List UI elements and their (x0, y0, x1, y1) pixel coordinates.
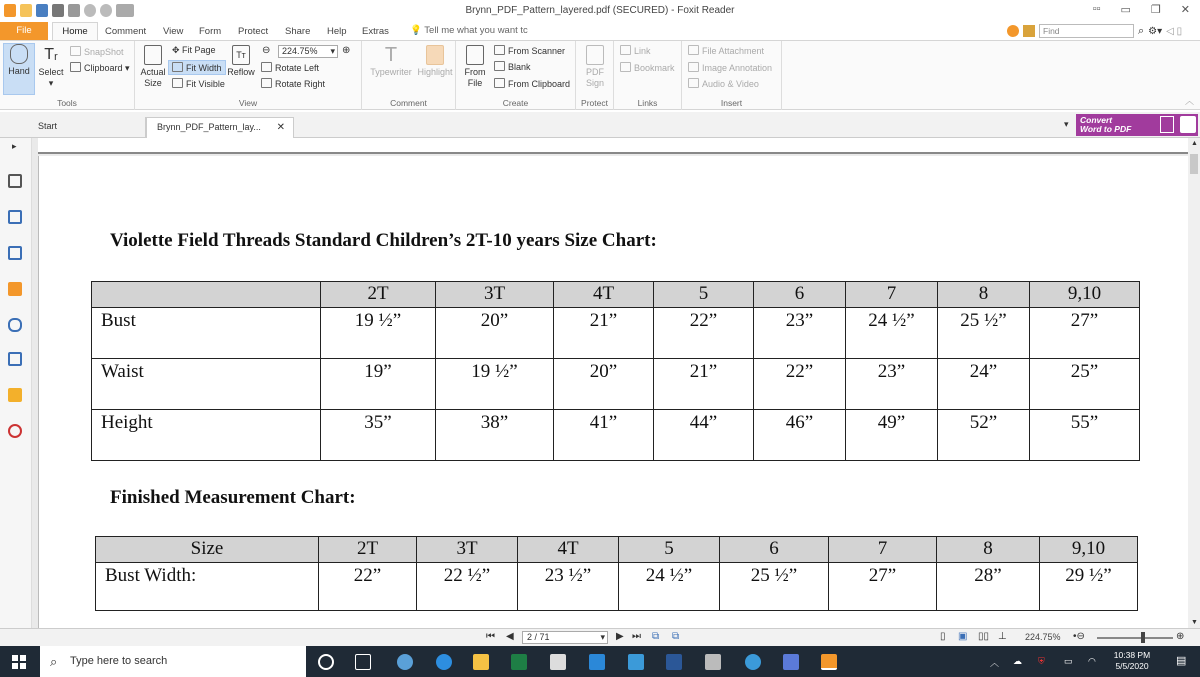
typewriter-button[interactable] (366, 45, 416, 78)
clock-time: 10:38 PM (1113, 650, 1151, 660)
measurement-cell: 22 ½” (417, 563, 518, 611)
hand-icon (10, 44, 28, 64)
links-group-label: Links (637, 98, 658, 108)
minimize-button[interactable]: ▭ (1120, 4, 1131, 16)
finished-chart-header-row (96, 537, 1138, 563)
pdf-sign-button[interactable] (579, 45, 611, 89)
settings-icon[interactable]: ⚙▾ (1148, 25, 1163, 37)
size-chart-row (92, 308, 1140, 359)
highlight-icon (426, 45, 444, 65)
find-area (1007, 24, 1182, 38)
signature-panel-icon[interactable] (8, 352, 22, 366)
measurement-cell: 21” (654, 359, 754, 410)
convert-word-to-pdf-banner[interactable] (1076, 114, 1198, 136)
tab-help[interactable]: Help (327, 26, 347, 37)
scroll-up-icon[interactable]: ▲ (1191, 140, 1198, 147)
status-bar (0, 628, 1200, 646)
row-label: Bust (92, 308, 321, 359)
task-view-icon[interactable] (355, 654, 371, 670)
wifi-icon[interactable]: ◠ (1088, 656, 1096, 666)
select-text-icon: Tᵣ (44, 46, 58, 63)
zoom-select[interactable] (278, 45, 338, 58)
attachment-icon (688, 45, 699, 55)
measurement-cell: 23” (846, 359, 938, 410)
next-view-icon[interactable]: ⧉ (672, 631, 680, 642)
column-header: 3T (417, 537, 518, 563)
rotate-right-label: Rotate Right (275, 79, 326, 89)
tell-me-text: Tell me what you want tc (424, 25, 528, 36)
actual-size-label-2: Size (144, 78, 162, 88)
rotate-left-icon (261, 62, 272, 72)
measurement-cell: 23” (754, 308, 846, 359)
size-chart-row (92, 359, 1140, 410)
image-icon (688, 62, 699, 72)
scanner-icon (494, 45, 505, 55)
rotate-right-button[interactable] (261, 78, 325, 89)
tab-view[interactable]: View (163, 26, 184, 37)
scrollbar-thumb[interactable] (1190, 154, 1198, 174)
page-dropdown-icon: ▾ (600, 632, 605, 642)
word-icon[interactable] (666, 654, 682, 670)
measurement-cell: 23 ½” (518, 563, 619, 611)
insert-group (682, 41, 782, 110)
select-dropdown-icon[interactable]: ▾ (48, 78, 54, 88)
comment-group (362, 41, 456, 110)
fit-visible-icon (172, 78, 183, 88)
view-group (135, 41, 362, 110)
pdf-sign-label-2: Sign (585, 78, 604, 88)
hand-tool-button[interactable] (3, 43, 35, 95)
measurement-cell: 19 ½” (436, 359, 554, 410)
vertical-scrollbar[interactable] (1188, 138, 1200, 628)
measurement-cell: 19 ½” (321, 308, 436, 359)
tools-group-label: Tools (57, 98, 77, 108)
clock-date: 5/5/2020 (1115, 661, 1149, 671)
rotate-right-icon (261, 78, 272, 88)
snapshot-button[interactable] (70, 46, 124, 57)
zoom-value: 224.75% (282, 46, 318, 56)
convert-label: Convert (1080, 115, 1113, 125)
bookmarks-icon[interactable] (8, 210, 22, 224)
column-header: 4T (518, 537, 619, 563)
select-tool-button[interactable] (37, 45, 65, 89)
create-group (456, 41, 576, 110)
last-page-icon[interactable]: ⏭ (632, 631, 641, 642)
row-label: Height (92, 410, 321, 461)
size-chart-header-row (92, 282, 1140, 308)
fit-width-icon (172, 62, 183, 72)
protect-group-label: Protect (581, 98, 608, 108)
fit-width-button[interactable] (168, 60, 226, 75)
accessibility-icon[interactable] (8, 424, 22, 438)
cortana-icon[interactable] (318, 654, 334, 670)
column-header: 5 (619, 537, 720, 563)
measurement-cell: 25 ½” (938, 308, 1030, 359)
image-annotation-label: Image Annotation (702, 63, 773, 73)
measurement-cell: 27” (829, 563, 937, 611)
edge-icon[interactable] (436, 654, 452, 670)
size-chart-row (92, 410, 1140, 461)
column-header: 2T (321, 282, 436, 308)
zoom-out-button-icon[interactable]: •⊖ (1073, 631, 1085, 642)
fit-visible-button[interactable] (172, 78, 225, 89)
taskbar-search-icon: ⌕ (50, 654, 58, 669)
bookmark-icon (620, 62, 631, 72)
blank-button[interactable] (494, 61, 531, 72)
tab-share[interactable]: Share (285, 26, 311, 37)
title-bar (0, 0, 1200, 22)
column-header: 4T (554, 282, 654, 308)
finished-chart-row (96, 563, 1138, 611)
column-header: 9,10 (1040, 537, 1138, 563)
snapshot-label: SnapShot (84, 47, 124, 57)
fit-visible-label: Fit Visible (186, 79, 225, 89)
hand-label: Hand (8, 66, 30, 76)
measurement-cell: 24 ½” (846, 308, 938, 359)
fit-page-label: Fit Page (182, 45, 216, 55)
size-corner-cell: Size (96, 537, 319, 563)
mail-icon[interactable] (628, 654, 644, 670)
measurement-cell: 55” (1030, 410, 1140, 461)
zoom-dropdown-icon: ▾ (330, 46, 335, 56)
measurement-cell: 20” (554, 359, 654, 410)
measurement-cell: 29 ½” (1040, 563, 1138, 611)
measurement-cell: 35” (321, 410, 436, 461)
reflow-button[interactable] (227, 45, 255, 78)
zoom-percentage: 224.75% (1025, 632, 1061, 642)
smiley-icon[interactable] (1007, 25, 1019, 37)
lightbulb-icon: 💡 (410, 25, 425, 36)
reflow-label: Reflow (227, 67, 255, 77)
previous-view-icon[interactable]: ⧉ (652, 631, 660, 642)
taskbar-clock[interactable] (1108, 650, 1156, 672)
view-group-label: View (238, 98, 258, 108)
create-group-label: Create (502, 98, 529, 108)
close-tab-icon[interactable]: ✕ (276, 122, 285, 133)
fit-page-button[interactable] (172, 45, 216, 56)
links-group (614, 41, 682, 110)
single-page-icon[interactable]: ▯ (940, 631, 946, 642)
navigation-panel (0, 138, 32, 628)
foxit-taskbar-icon[interactable] (821, 654, 837, 670)
finished-chart-heading: Finished Measurement Chart: (110, 487, 356, 508)
window-controls (1093, 3, 1190, 16)
windows-taskbar (0, 646, 1200, 677)
column-header: 2T (319, 537, 417, 563)
tab-home[interactable]: Home (52, 22, 98, 40)
comment-group-label: Comment (390, 98, 427, 108)
layers-icon[interactable] (8, 246, 22, 260)
tab-extras[interactable]: Extras (362, 26, 389, 37)
pdf-sign-label: PDF (586, 67, 604, 77)
from-clipboard-button[interactable] (494, 78, 570, 89)
file-explorer-icon[interactable] (473, 654, 489, 670)
document-tabs (0, 112, 1200, 138)
measurement-cell: 27” (1030, 308, 1140, 359)
foxit-logo-icon (1180, 116, 1196, 133)
measurement-cell: 41” (554, 410, 654, 461)
insert-group-label: Insert (720, 98, 743, 108)
convert-label-2: Word to PDF (1080, 124, 1132, 134)
link-button[interactable] (620, 45, 651, 56)
measurement-cell: 20” (436, 308, 554, 359)
from-scanner-button[interactable] (494, 45, 565, 56)
zoom-out-icon[interactable]: ⊖ (262, 45, 271, 56)
blank-page-icon (494, 61, 505, 71)
zoom-slider[interactable] (1097, 637, 1173, 639)
from-scanner-label: From Scanner (508, 46, 566, 56)
first-page-icon[interactable]: ⏮ (486, 631, 495, 642)
collapse-ribbon-icon[interactable]: ︿ (1184, 96, 1194, 106)
onedrive-icon[interactable]: ☁ (1013, 656, 1022, 666)
pen-icon (586, 45, 604, 65)
app-icon[interactable] (550, 654, 566, 670)
column-header: 7 (829, 537, 937, 563)
row-label: Waist (92, 359, 321, 410)
audio-video-button[interactable] (688, 78, 759, 89)
measurement-cell: 44” (654, 410, 754, 461)
protect-group (576, 41, 614, 110)
actual-size-icon (144, 45, 162, 65)
calculator-icon[interactable] (705, 654, 721, 670)
document-view[interactable] (32, 138, 1188, 628)
tab-start[interactable]: Start (28, 117, 146, 138)
tab-protect[interactable]: Protect (238, 26, 269, 37)
measurement-cell: 25 ½” (720, 563, 829, 611)
tell-me-search[interactable] (410, 25, 528, 36)
rotate-left-label: Rotate Left (275, 63, 320, 73)
link-icon (620, 45, 631, 55)
measurement-cell: 22” (754, 359, 846, 410)
from-file-button[interactable] (460, 45, 490, 89)
finished-chart-table (95, 536, 1138, 611)
measurement-cell: 49” (846, 410, 938, 461)
file-icon (466, 45, 484, 65)
find-input[interactable]: Find (1039, 24, 1134, 38)
previous-page-icon[interactable]: ◀ (506, 631, 514, 642)
skype-icon[interactable] (745, 654, 761, 670)
page-thumbnails-icon[interactable] (8, 174, 22, 188)
camera-icon (70, 46, 81, 56)
from-file-label-2: File (467, 78, 483, 88)
measurement-cell: 21” (554, 308, 654, 359)
excel-icon[interactable] (511, 654, 527, 670)
fit-page-icon: ✥ (172, 45, 183, 55)
measurement-cell: 22” (319, 563, 417, 611)
measurement-cell: 24 ½” (619, 563, 720, 611)
blank-label: Blank (508, 62, 531, 72)
tab-document-label: Brynn_PDF_Pattern_lay... (157, 122, 261, 132)
column-header: 6 (720, 537, 829, 563)
highlight-label: Highlight (417, 67, 453, 77)
zoom-in-button-icon[interactable]: ⊕ (1176, 631, 1185, 642)
measurement-cell: 22” (654, 308, 754, 359)
measurement-cell: 28” (937, 563, 1040, 611)
security-lock-icon[interactable] (8, 388, 22, 402)
continuous-page-icon[interactable]: ▣ (958, 631, 968, 642)
bookmark-label: Bookmark (634, 63, 675, 73)
audio-video-label: Audio & Video (702, 79, 759, 89)
column-header: 3T (436, 282, 554, 308)
windows-start-icon[interactable] (12, 655, 26, 669)
convert-doc-icon (1160, 116, 1174, 133)
show-hidden-icons-icon[interactable]: ︿ (990, 658, 1000, 668)
bookmark-button[interactable] (620, 62, 675, 73)
antivirus-icon[interactable]: ⛨ (1038, 656, 1045, 666)
measurement-cell: 52” (938, 410, 1030, 461)
video-icon (688, 78, 699, 88)
column-header: 8 (938, 282, 1030, 308)
tab-form[interactable]: Form (199, 26, 222, 37)
previous-page-bottom (38, 138, 1188, 154)
size-chart-heading: Violette Field Threads Standard Children’s 2T-10 years Size Chart: (110, 230, 657, 251)
continuous-facing-icon[interactable]: ⊥ (998, 631, 1007, 642)
rotate-left-button[interactable] (261, 62, 319, 73)
file-attachment-button[interactable] (688, 45, 764, 56)
battery-icon[interactable]: ▭ (1064, 656, 1073, 666)
measurement-cell: 19” (321, 359, 436, 410)
reflow-icon: Tт (232, 45, 250, 65)
size-chart-table (91, 281, 1140, 461)
attachments-icon[interactable] (8, 318, 22, 332)
find-options-icon[interactable] (1023, 25, 1035, 37)
measurement-cell: 24” (938, 359, 1030, 410)
tools-group (0, 41, 135, 110)
search-icon[interactable]: ⌕ (1138, 24, 1145, 37)
notifications-icon[interactable]: ▤ (1176, 655, 1187, 667)
column-header: 7 (846, 282, 938, 308)
m-app-icon[interactable] (783, 654, 799, 670)
from-clipboard-label: From Clipboard (508, 79, 571, 89)
column-header: 8 (937, 537, 1040, 563)
measurement-cell: 38” (436, 410, 554, 461)
size-chart-corner-cell (92, 282, 321, 308)
from-file-label: From (464, 67, 486, 77)
typewriter-label: Typewriter (370, 67, 412, 77)
facing-page-icon[interactable]: ▯▯ (978, 631, 990, 642)
fit-width-label: Fit Width (186, 63, 222, 73)
clipboard-icon (70, 62, 81, 72)
window-title: Brynn_PDF_Pattern_layered.pdf (SECURED) - Foxit Reader (465, 5, 735, 16)
typewriter-icon: T (384, 44, 398, 66)
tab-list-icon[interactable]: ▾ (1064, 119, 1069, 129)
tab-comment[interactable]: Comment (105, 26, 147, 37)
measurement-cell: 46” (754, 410, 846, 461)
highlight-button[interactable] (416, 45, 454, 78)
next-page-icon[interactable]: ▶ (616, 631, 624, 642)
column-header: 9,10 (1030, 282, 1140, 308)
zoom-slider-thumb[interactable] (1141, 632, 1145, 643)
taskbar-search-box[interactable] (40, 646, 306, 677)
actual-size-button[interactable] (138, 45, 168, 89)
measurement-cell: 25” (1030, 359, 1140, 410)
restore-button[interactable]: ❐ (1150, 4, 1161, 16)
paste-icon (494, 78, 505, 88)
comments-icon[interactable] (8, 282, 22, 296)
settings-app-icon[interactable] (397, 654, 413, 670)
expand-panel-icon[interactable]: ▸ (12, 141, 17, 151)
image-annotation-button[interactable] (688, 62, 772, 73)
tab-document[interactable] (146, 117, 294, 138)
row-label: Bust Width: (96, 563, 319, 611)
ribbon (0, 40, 1200, 110)
file-attachment-label: File Attachment (702, 46, 765, 56)
ribbon-display-icon[interactable]: ▫▫ (1092, 3, 1101, 15)
scroll-down-icon[interactable]: ▼ (1191, 619, 1198, 626)
page-number-input[interactable] (522, 631, 608, 644)
actual-size-label: Actual (140, 67, 166, 77)
clipboard-label: Clipboard (84, 63, 123, 73)
clipboard-button[interactable]: Clipboard ▾ (70, 62, 130, 74)
link-label: Link (634, 46, 651, 56)
zoom-in-icon[interactable]: ⊕ (342, 45, 351, 56)
collapse-icon[interactable]: ◁ ▯ (1166, 25, 1183, 37)
page-number-value: 2 / 71 (527, 632, 550, 642)
taskbar-search-placeholder: Type here to search (70, 655, 168, 667)
column-header: 6 (754, 282, 846, 308)
outlook-icon[interactable] (589, 654, 605, 670)
tab-file[interactable]: File (0, 22, 48, 40)
close-button[interactable]: ✕ (1180, 4, 1190, 16)
select-label: Select (38, 67, 64, 77)
pdf-page (38, 156, 1188, 628)
column-header: 5 (654, 282, 754, 308)
